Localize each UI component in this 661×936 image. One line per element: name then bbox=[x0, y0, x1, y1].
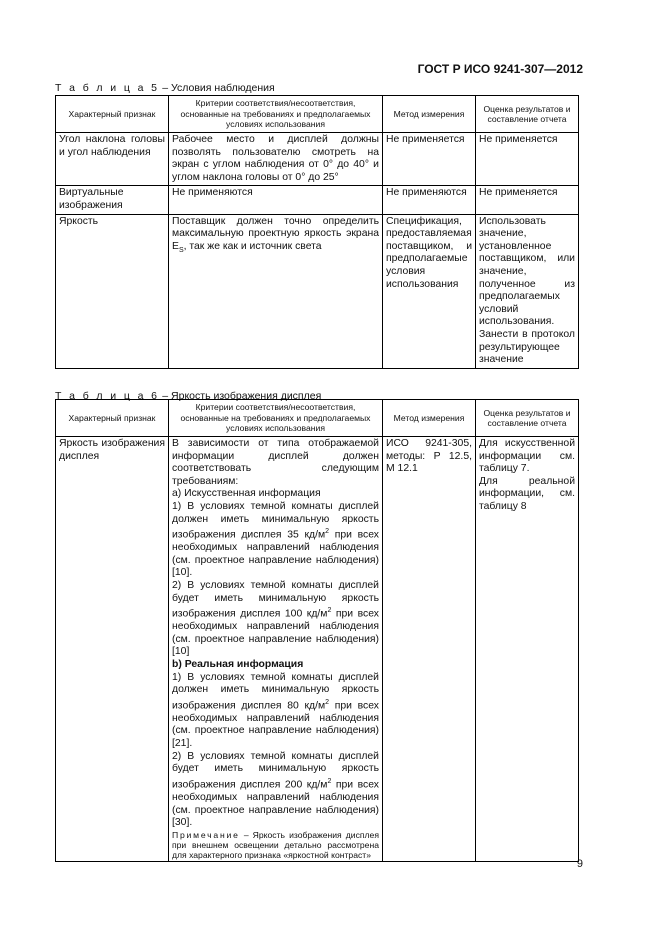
table5-cell: Не применяется bbox=[476, 186, 579, 214]
table5-header-method: Метод измерения bbox=[383, 96, 476, 133]
table-row bbox=[56, 133, 579, 186]
cell-text: 1) В условиях темной комнаты дисплей должен иметь минимальную яркость изображения дисплея 80 кд/м bbox=[172, 671, 379, 712]
cell-text: 2) В условиях темной комнаты дисплей будет иметь минимальную яркость изображения дисплея 100 кд/м bbox=[172, 580, 379, 620]
table5 bbox=[55, 95, 579, 369]
table5-header-criteria: Критерии соответствия/несоответствия, основанные на требованиях и предполагаемых условиях использования bbox=[169, 96, 383, 133]
table5-cell: Не применяются bbox=[169, 186, 383, 214]
table6-cell-criteria bbox=[169, 437, 383, 862]
table6-header-criteria: Критерии соответствия/несоответствия, основанные на требованиях и предполагаемых условиях использования bbox=[169, 400, 383, 437]
assessment-real: Для реальной информации, см. таблицу 8 bbox=[479, 475, 575, 512]
assessment-artificial: Для искусственной информации см. таблицу 7. bbox=[479, 438, 575, 475]
superscript: 2 bbox=[325, 698, 330, 706]
table5-header-row bbox=[56, 96, 579, 133]
cell-text: , так же как и источник света bbox=[183, 240, 322, 252]
table6-caption-label: Т а б л и ц а 6 bbox=[55, 390, 160, 402]
cell-text: Поставщик должен точно определить максимальную проектную яркость экрана E bbox=[172, 215, 379, 252]
table5-cell: Не применяются bbox=[383, 186, 476, 214]
page-number: 9 bbox=[576, 858, 583, 870]
table5-caption bbox=[55, 82, 275, 94]
criteria-b-title: b) Реальная информация bbox=[172, 659, 304, 671]
criteria-a2 bbox=[172, 580, 379, 659]
table-row bbox=[56, 186, 579, 214]
cell-text: 1) В условиях темной комнаты дисплей должен иметь минимальную яркость изображения дисплея 35 кд/м bbox=[172, 500, 379, 541]
criteria-intro: В зависимости от типа отображаемой информации дисплей должен соответствовать следующим требованиям: bbox=[172, 438, 379, 487]
cell-text: при всех необходимых направлений наблюдения (см. проектное направление наблюдения) [10]. bbox=[172, 529, 380, 579]
table6-header-feature: Характерный признак bbox=[56, 400, 169, 437]
table-row bbox=[56, 214, 579, 368]
table5-caption-label: Т а б л и ц а 5 bbox=[55, 82, 160, 94]
table5-cell: Не применяется bbox=[476, 133, 579, 186]
table5-cell: Использовать значение, установленное поставщиком, или значение, полученное из предполагаемых условий использования. Занести в протокол результирующее значение bbox=[476, 214, 579, 368]
table6-cell-assessment bbox=[476, 437, 579, 862]
table5-cell: Рабочее место и дисплей должны позволять пользователю смотреть на экран с углом наблюдения от 0° до 40° и углом наклона головы от 0° до 25° bbox=[169, 133, 383, 186]
table6-header-method: Метод измерения bbox=[383, 400, 476, 437]
criteria-b1 bbox=[172, 672, 379, 751]
standard-designation: ГОСТ Р ИСО 9241-307—2012 bbox=[417, 62, 583, 76]
table6 bbox=[55, 399, 579, 862]
superscript: 2 bbox=[325, 528, 330, 536]
table5-caption-title: – Условия наблюдения bbox=[159, 82, 275, 94]
cell-text: при всех необходимых направлений наблюдения (см. проектное направление наблюдения) [10] bbox=[172, 608, 380, 658]
table5-header-assessment: Оценка результатов и составление отчета bbox=[476, 96, 579, 133]
criteria-a-title: а) Искусственная информация bbox=[172, 488, 321, 500]
cell-text: при всех необходимых направлений наблюдения (см. проектное направление наблюдения) [21]. bbox=[172, 700, 380, 750]
note-label: Примечание bbox=[172, 829, 240, 840]
table6-header-assessment: Оценка результатов и составление отчета bbox=[476, 400, 579, 437]
table5-header-feature: Характерный признак bbox=[56, 96, 169, 133]
table5-cell: Виртуальные изображения bbox=[56, 186, 169, 214]
table5-cell bbox=[169, 214, 383, 368]
table5-cell: Не применяется bbox=[383, 133, 476, 186]
criteria-a1 bbox=[172, 501, 379, 580]
subscript: S bbox=[178, 246, 184, 254]
table5-cell: Спецификация, предоставляемая поставщиком, и предполагаемые условия использования bbox=[383, 214, 476, 368]
cell-text: при всех необходимых направлений наблюдения (см. проектное направление наблюдения) [30]. bbox=[172, 779, 380, 829]
criteria-note bbox=[172, 830, 379, 860]
table6-header-row bbox=[56, 400, 579, 437]
superscript: 2 bbox=[327, 777, 332, 785]
table6-cell: ИСО 9241-305, методы: Р 12.5, М 12.1 bbox=[383, 437, 476, 862]
note-text: – Яркость изображения дисплея при внешнем освещении детально рассмотрена для характерного признака «яркостной контраст» bbox=[172, 829, 379, 860]
table6-cell: Яркость изображения дисплея bbox=[56, 437, 169, 862]
table-row bbox=[56, 437, 579, 862]
table5-cell: Яркость bbox=[56, 214, 169, 368]
cell-text: 2) В условиях темной комнаты дисплей будет иметь минимальную яркость изображения дисплея 200 кд/м bbox=[172, 750, 379, 791]
superscript: 2 bbox=[327, 607, 332, 615]
criteria-b2 bbox=[172, 751, 379, 830]
table6-caption-title: – Яркость изображения дисплея bbox=[159, 390, 322, 402]
table5-cell: Угол наклона головы и угол наблюдения bbox=[56, 133, 169, 186]
